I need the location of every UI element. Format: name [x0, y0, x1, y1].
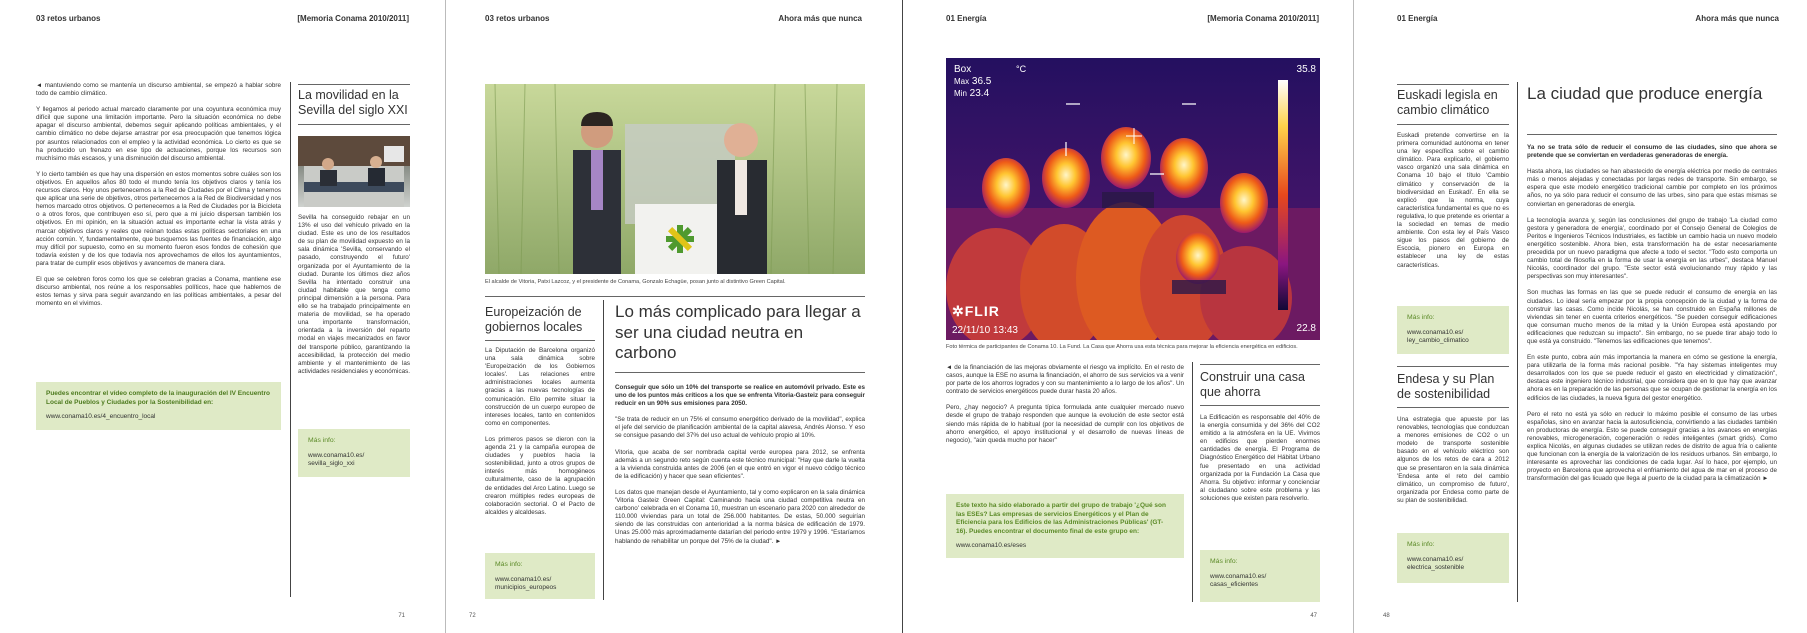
temperature-unit: °C — [1016, 64, 1027, 74]
thermal-readout — [954, 64, 991, 100]
thermal-timestamp: 22/11/10 13:43 — [952, 325, 1018, 336]
article-title: Lo más complicado para llegar a ser una ciudad neutra en carbono — [615, 302, 861, 362]
min-readout — [954, 88, 991, 100]
publication-header: Ahora más que nunca — [1695, 14, 1779, 23]
photo-caption: Foto térmica de participantes de Conama 10. La Fund. La Casa que Ahorra usa esta técnica para mejorar la eficiencia energética en edificios. — [946, 344, 1298, 350]
page-47 — [904, 0, 1354, 633]
paragraph: Pero el reto no está ya sólo en reducir lo máximo posible el consumo de las urbes españolas, sino en avanzar hacia la autosuficiencia, convirtiendo a las ciudades también en productoras de energía. Esto se puede conseguir gracias a los avances en energías renovables, microgeneración, cogeneración o redes inteligentes (smart grids). Como explica Nicolás, en algunas ciudades se utilizan redes de distrito de agua fría o caliente que funcionan con la energía de la valorización de los residuos urbanos. Sin embargo, lo interesante es aprovechar las condiciones de cada lugar. Así lo hace, por ejemplo, un proyecto en Barcelona que aprovecha el enfriamiento del agua de mar en el proceso de transformación del gas licuado que llega al puerto de la ciudad para la climatización ► — [1527, 410, 1777, 483]
sidebar-rule — [1200, 364, 1320, 365]
sidebar-title: Europeización de gobiernos locales — [485, 305, 583, 334]
more-info-link[interactable]: www.conama10.es/ municipios_europeos — [495, 575, 557, 591]
publication-header: [Memoria Conama 2010/2011] — [1207, 14, 1319, 23]
section-header: 01 Energía — [1397, 14, 1438, 23]
panel-speakers-image — [298, 136, 410, 207]
page-number: 48 — [1383, 613, 1390, 619]
sidebar-rule — [1397, 84, 1509, 85]
page-number: 71 — [398, 613, 405, 619]
sidebar-text: La Edificación es responsable del 40% de la energía consumida y del 36% del CO2 emitido a la atmósfera en la UE. Vivimos en edificios que pierden enormes cantidades de energía. El Programa de Diagnóstico Energético del Hábitat Urbano fue presentado en una actividad organizada por la Fundación La Casa que Ahorra. Su objetivo: informar y concienciar al ciudadano sobre este problema y las soluciones que existen para resolverlo. — [1200, 414, 1320, 502]
page-48 — [1355, 0, 1807, 633]
page-72 — [447, 0, 903, 633]
sidebar-text: Una estrategia que apueste por las renovables, tecnologías que conduzcan a menores emisiones de CO2 o un modelo de transporte sostenible basado en el vehículo eléctrico son algunos de los retos de cara a 2012 que se presentaron en la sala dinámica 'Endesa ante el reto del cambio climático, un compromiso de futuro', organizada por Endesa como parte de su plan de sostenibilidad. — [1397, 416, 1509, 504]
paragraph: Vitoria, que acaba de ser nombrada capital verde europea para 2012, se enfrenta además a un segundo reto según cuenta este técnico municipal: "Hay que darle la vuelta a la vivienda construida antes de 2006 (en el que entró en vigor el nuevo código técnico de la edificación) y hacer que sean eficientes". — [615, 448, 865, 480]
sidebar-title: La movilidad en la Sevilla del siglo XXI — [298, 88, 408, 117]
paragraph: Los datos que manejan desde el Ayuntamiento, tal y como explicaron en la sala dinámica 'Vitoria Gasteiz Green Capital: Caminando hacia una ciudad competitiva neutra en carbono' celebrada en el Conama 10, muestran un escenario para 2020 con alrededor de 110.000 viviendas para un total de 256.000 habitantes. De estas, 50.000 seguirían siendo de las construidas con anterioridad a la norma básica de edificación de 1979. Unas 25.000 más aproximadamente datarían del periodo entre 1979 y 1996. "Estaríamos hablando de rehabilitar un porque del 75% de la ciudad". ► — [615, 488, 865, 545]
paragraph: La Diputación de Barcelona organizó una sala dinámica sobre 'Europeización de los Gobiernos locales'. Las relaciones entre administraciones locales aumenta gracias a las nuevas tecnologías de comunicación. Ello permite situar la construcción de un cuerpo europeo de intereses locales, tanto en contenidos como en componentes. — [485, 347, 595, 427]
sidebar-text — [485, 347, 595, 525]
sidebar-title: Euskadi legisla en cambio climático — [1397, 88, 1498, 117]
more-info-box — [1200, 550, 1320, 602]
title-rule — [1527, 134, 1777, 135]
page-number: 72 — [469, 613, 476, 619]
photo-caption: El alcalde de Vitoria, Patxi Lazcoz, y el presidente de Conama, Gonzalo Echagüe, posan junto al distintivo Green Capital. — [485, 279, 786, 285]
column-divider — [1517, 82, 1518, 602]
column-divider — [290, 82, 291, 597]
publication-header: [Memoria Conama 2010/2011] — [297, 14, 409, 23]
paragraph: ◄ de la financiación de las mejoras obviamente el riesgo va implícito. En el resto de casos, aunque la ESE no asuma la financiación, el ahorro de sus servicios va a venir por parte de los ahorros logrados y con su mantenimiento a lo largo de los años". Un contrato de servicios energéticos puede durar hasta 20 años. — [946, 364, 1184, 396]
section-header: 01 Energía — [946, 14, 987, 23]
working-group-link[interactable]: www.conama10.es/eses — [956, 542, 1027, 549]
page-71 — [0, 0, 446, 633]
sidebar-rule — [298, 84, 410, 85]
section-header: 03 retos urbanos — [36, 14, 101, 23]
min-value: 23.4 — [969, 88, 990, 99]
sidebar-rule — [298, 124, 410, 125]
publication-header: Ahora más que nunca — [778, 14, 862, 23]
flir-brand: FLIR — [964, 303, 1000, 319]
scale-min-value: 22.8 — [1296, 323, 1316, 334]
paragraph: Y llegamos al periodo actual marcado claramente por una coyuntura económica muy difícil que supone una limitación importante. Pero la situación económica no debe apagar el discurso ambiental, debemos seguir aplicando políticas ambientales, y el cambio climático no debe dejarse arrastrar por esa preocupación que tenemos lógica por asuntos relacionados con el empleo y la actividad económica. Lo cierto es que se ha producido un frenazo en ese tipo de actuaciones, porque los recursos son muchísimo más escasos, y una disminución del discurso ambiental. — [36, 106, 281, 162]
flir-icon: ✲ — [952, 303, 965, 319]
sidebar-rule — [485, 340, 595, 341]
max-readout — [954, 76, 991, 88]
sidebar-rule — [1397, 124, 1509, 125]
green-capital-photo — [485, 84, 865, 274]
more-info-label: Más info: — [1210, 558, 1238, 565]
scale-max-value: 35.8 — [1296, 64, 1316, 75]
sidebar-text: Sevilla ha conseguido rebajar en un 13% el uso del vehículo privado en la ciudad. Este es uno de los resultados de su plan de movilidad expuesto en la sala dinámica 'Sevilla, conservando el pasado, construyendo el futuro' organizada por el Ayuntamiento de la ciudad. Durante los últimos diez años Sevilla ha intentado construir una ciudad habitable que tenga como principal dimensión a la persona. Para ello se ha trabajado principalmente en materia de movilidad, se ha operado una importante transformación, orientada a la inversión del reparto modal en viajes mecanizados en favor del transporte público, garantizando la accesibilidad, la protección del medio ambiente y el mantenimiento de las actividades residenciales y económicas. — [298, 214, 411, 375]
article-lead: Ya no se trata sólo de reducir el consumo de las ciudades, sino que ahora se pretende que se conviertan en verdaderas generadoras de energía. — [1527, 144, 1777, 160]
min-label: Min — [954, 89, 967, 98]
article-body — [36, 82, 281, 316]
video-link[interactable]: www.conama10.es/4_encuentro_local — [46, 413, 156, 420]
more-info-link[interactable]: www.conama10.es/ casas_eficientes — [1210, 572, 1267, 588]
paragraph: La tecnología avanza y, según las conclusiones del grupo de trabajo 'La ciudad como gestora y generadora de energía', coordinado por el Consejo General de Colegios de Peritos e Ingenieros Técnicos Industriales, es factible un cambio hacia un nuevo modelo energético sostenible. Ahora bien, esta transformación ha de estar necesariamente precedida por un nuevo paradigma que afecte a todo el sector. "Todo esto comporta un cambio total de filosofía en la forma de usar la energía en las urbes", destaca Manuel Nicolás, coordinador del grupo. "Este sector está evolucionando muy rápido y las perspectivas son muy interesantes". — [1527, 216, 1777, 281]
video-info-text: Puedes encontrar el vídeo completo de la inauguración del IV Encuentro Local de Pueblos y Ciudades por la Sostenibilidad en: — [46, 390, 270, 406]
flir-logo — [952, 303, 1000, 320]
paragraph: En este punto, cobra aún más importancia la manera en cómo se gestione la energía, para utilizarla de la forma más racional posible. "Ya hay sistemas inteligentes muy desarrollados con los que se puede reducir el gasto en electricidad y climatización", destaca este ingeniero técnico industrial, que considera que en lo que hay que avanzar ahora es en la preparación de las personas que se ocupan de gestionar la energía en los edificios de las ciudades, la nueva figura del gestor energético. — [1527, 354, 1777, 402]
sidebar-rule — [1200, 405, 1320, 406]
sidebar-text: Euskadi pretende convertirse en la primera comunidad autónoma en tener una ley específica sobre el cambio climático. Para explicarlo, el gobierno vasco organizó una sala dinámica en Conama 10 bajo el título 'Cambio climático y conservación de la biodiversidad en Euskadi'. En ella se explicó que la norma, cuya característica fundamental es que no es regulativa, lo que pretende es orientar a la sociedad en temas de medio ambiente. Con esta ley el País Vasco sigue los pasos del gobierno de Escocia, pionero en Europa en establecer una ley de estas características. — [1397, 132, 1509, 269]
paragraph: Son muchas las formas en las que se puede reducir el consumo de energía en las ciudades. Lo ideal sería empezar por la propia concepción de la ciudad y la forma de construir las casas. Como incide Nicolás, se han construido en España millones de viviendas sin tener en cuenta criterios energéticos. "Se pueden conseguir edificaciones que consuman mucho menos de la mitad y la Unión Europea está apostando por edificaciones que reduzcan su impacto". Sin embargo, no se puede tirar abajo todo lo que está ya construido. "Tenemos las edificaciones que tenemos". — [1527, 289, 1777, 345]
max-label: Max — [954, 77, 970, 86]
more-info-box — [485, 553, 595, 599]
article-body — [946, 364, 1184, 453]
article-body — [1527, 144, 1777, 491]
paragraph: Hasta ahora, las ciudades se han abastecido de energía eléctrica por medio de centrales más o menos alejadas y conectadas por largas redes de transporte. Sin embargo, se espera que este modelo energético tradicional cambie por completo en los próximos años, no ya sólo para reducir el consumo de las urbes, sino para que estas mismas se conviertan en generadoras de energía. — [1527, 168, 1777, 208]
more-info-label: Más info: — [308, 437, 336, 444]
paragraph: Pero, ¿hay negocio? A pregunta típica formulada ante cualquier mercado nuevo desde el grupo de trabajo responden que aunque la evolución de este sector está siendo más rápida de lo habitual (por la necesidad de cumplir con los objetivos de ahorro energético, el apoyo institucional y el desarrollo de nuevas líneas de negocio), "aún queda mucho por hacer" — [946, 404, 1184, 444]
title-rule — [615, 372, 865, 373]
award-photo-image — [485, 84, 865, 274]
sidebar-title: Endesa y su Plan de sostenibilidad — [1397, 372, 1495, 401]
section-rule — [485, 296, 865, 297]
box-label: Box — [954, 64, 972, 75]
page-number: 47 — [1310, 613, 1317, 619]
more-info-link[interactable]: www.conama10.es/ sevilla_siglo_xxi — [308, 451, 365, 467]
more-info-box — [1397, 306, 1509, 354]
working-group-box — [946, 494, 1184, 558]
more-info-box — [1397, 533, 1509, 583]
column-divider — [1192, 362, 1193, 602]
working-group-text: Este texto ha sido elaborado a partir del grupo de trabajo '¿Qué son las ESEs? Las empresas de servicios Energéticos y el Plan de Eficiencia para los Edificios de las Administraciones Públicas' (GT-16). Puedes encontrar el documento final de este grupo en: — [956, 502, 1166, 535]
more-info-link[interactable]: www.conama10.es/ ley_cambio_climatico — [1407, 328, 1469, 344]
max-value: 36.5 — [971, 76, 992, 87]
more-info-label: Más info: — [1407, 541, 1435, 548]
more-info-label: Más info: — [495, 561, 523, 568]
paragraph: El que se celebren foros como los que se celebran gracias a Conama, mantiene ese discurso ambiental, nos reúne a los responsables políticos, hace que hablemos de estos temas y sirva para seguir avanzando en las políticas ambientales, a pesar del momento en el vivimos. — [36, 275, 281, 308]
article-lead: Conseguir que sólo un 10% del transporte se realice en automóvil privado. Este es uno de los puntos más críticos a los que se enfrenta Vitoria-Gasteiz para conseguir reducir en un 90% sus emisiones para 2050. — [615, 384, 865, 408]
paragraph: "Se trata de reducir en un 75% el consumo energético derivado de la movilidad", explica el jefe del servicio de planificación ambiental de la capital alavesa, Andrés Alonso. Y eso se consigue pasando del 37% del uso actual de vehículo propio al 10%. — [615, 416, 865, 440]
more-info-link[interactable]: www.conama10.es/ electrica_sostenible — [1407, 555, 1465, 571]
video-info-box — [36, 382, 281, 430]
column-divider — [603, 300, 604, 600]
paragraph: Y lo cierto también es que hay una dispersión en estos momentos sobre cuáles son los objetivos. En aquellos años 80 todo el mundo tenía los objetivos claros y tenía los recursos claros. Hoy unos pertenecemos a la Red de Ciudades por el Clima y tenemos que aplicar una serie de objetivos, otros pertenecemos a la Red de Biodiversidad y nos hemos marcado otros objetivos. O pertenecemos a la Red de Ciudades por la Bicicleta o a otros foros, que contribuyen eso sí, pero que a mi juicio dispersan también los objetivos. En mi opinión, en la situación actual es importante echar la vista atrás y marcar objetivos claros y reales que reúnan todas estas políticas sectoriales en una acción común. Y, fundamentalmente, que busquemos las fuentes de financiación, algo muy difícil por supuesto, como en su momento fueron esos fondos de cohesión que todavía existen y de los que todavía nos aprovechamos de ellos los ayuntamientos, para tratar de cumplir esos objetivos y avancemos de manera clara. — [36, 170, 281, 267]
article-body — [615, 384, 865, 554]
article-title: La ciudad que produce energía — [1527, 84, 1763, 103]
paragraph: Los primeros pasos se dieron con la agenda 21 y la campaña europea de ciudades y pueblos hacia la sostenibilidad, junto a otros grupos de interés más homogéneos culturalmente, caso de la agrupación de entidades del Arco Latino. Luego se crearon múltiples redes europeas de colaboración sectorial. O el Pacto de alcaldes y alcaldesas. — [485, 435, 595, 516]
more-info-label: Más info: — [1407, 314, 1435, 321]
sidebar-title: Construir una casa que ahorra — [1200, 370, 1305, 399]
section-header: 03 retos urbanos — [485, 14, 550, 23]
thermal-image — [946, 58, 1320, 340]
sidebar-rule — [1397, 407, 1509, 408]
thermal-photo — [946, 58, 1320, 340]
paragraph: ◄ mantuviendo como se mantenía un discurso ambiental, se empezó a hablar sobre todo de cambio climático. — [36, 82, 281, 98]
sidebar-rule — [1397, 366, 1509, 367]
more-info-box — [298, 429, 410, 477]
conference-photo — [298, 136, 410, 207]
